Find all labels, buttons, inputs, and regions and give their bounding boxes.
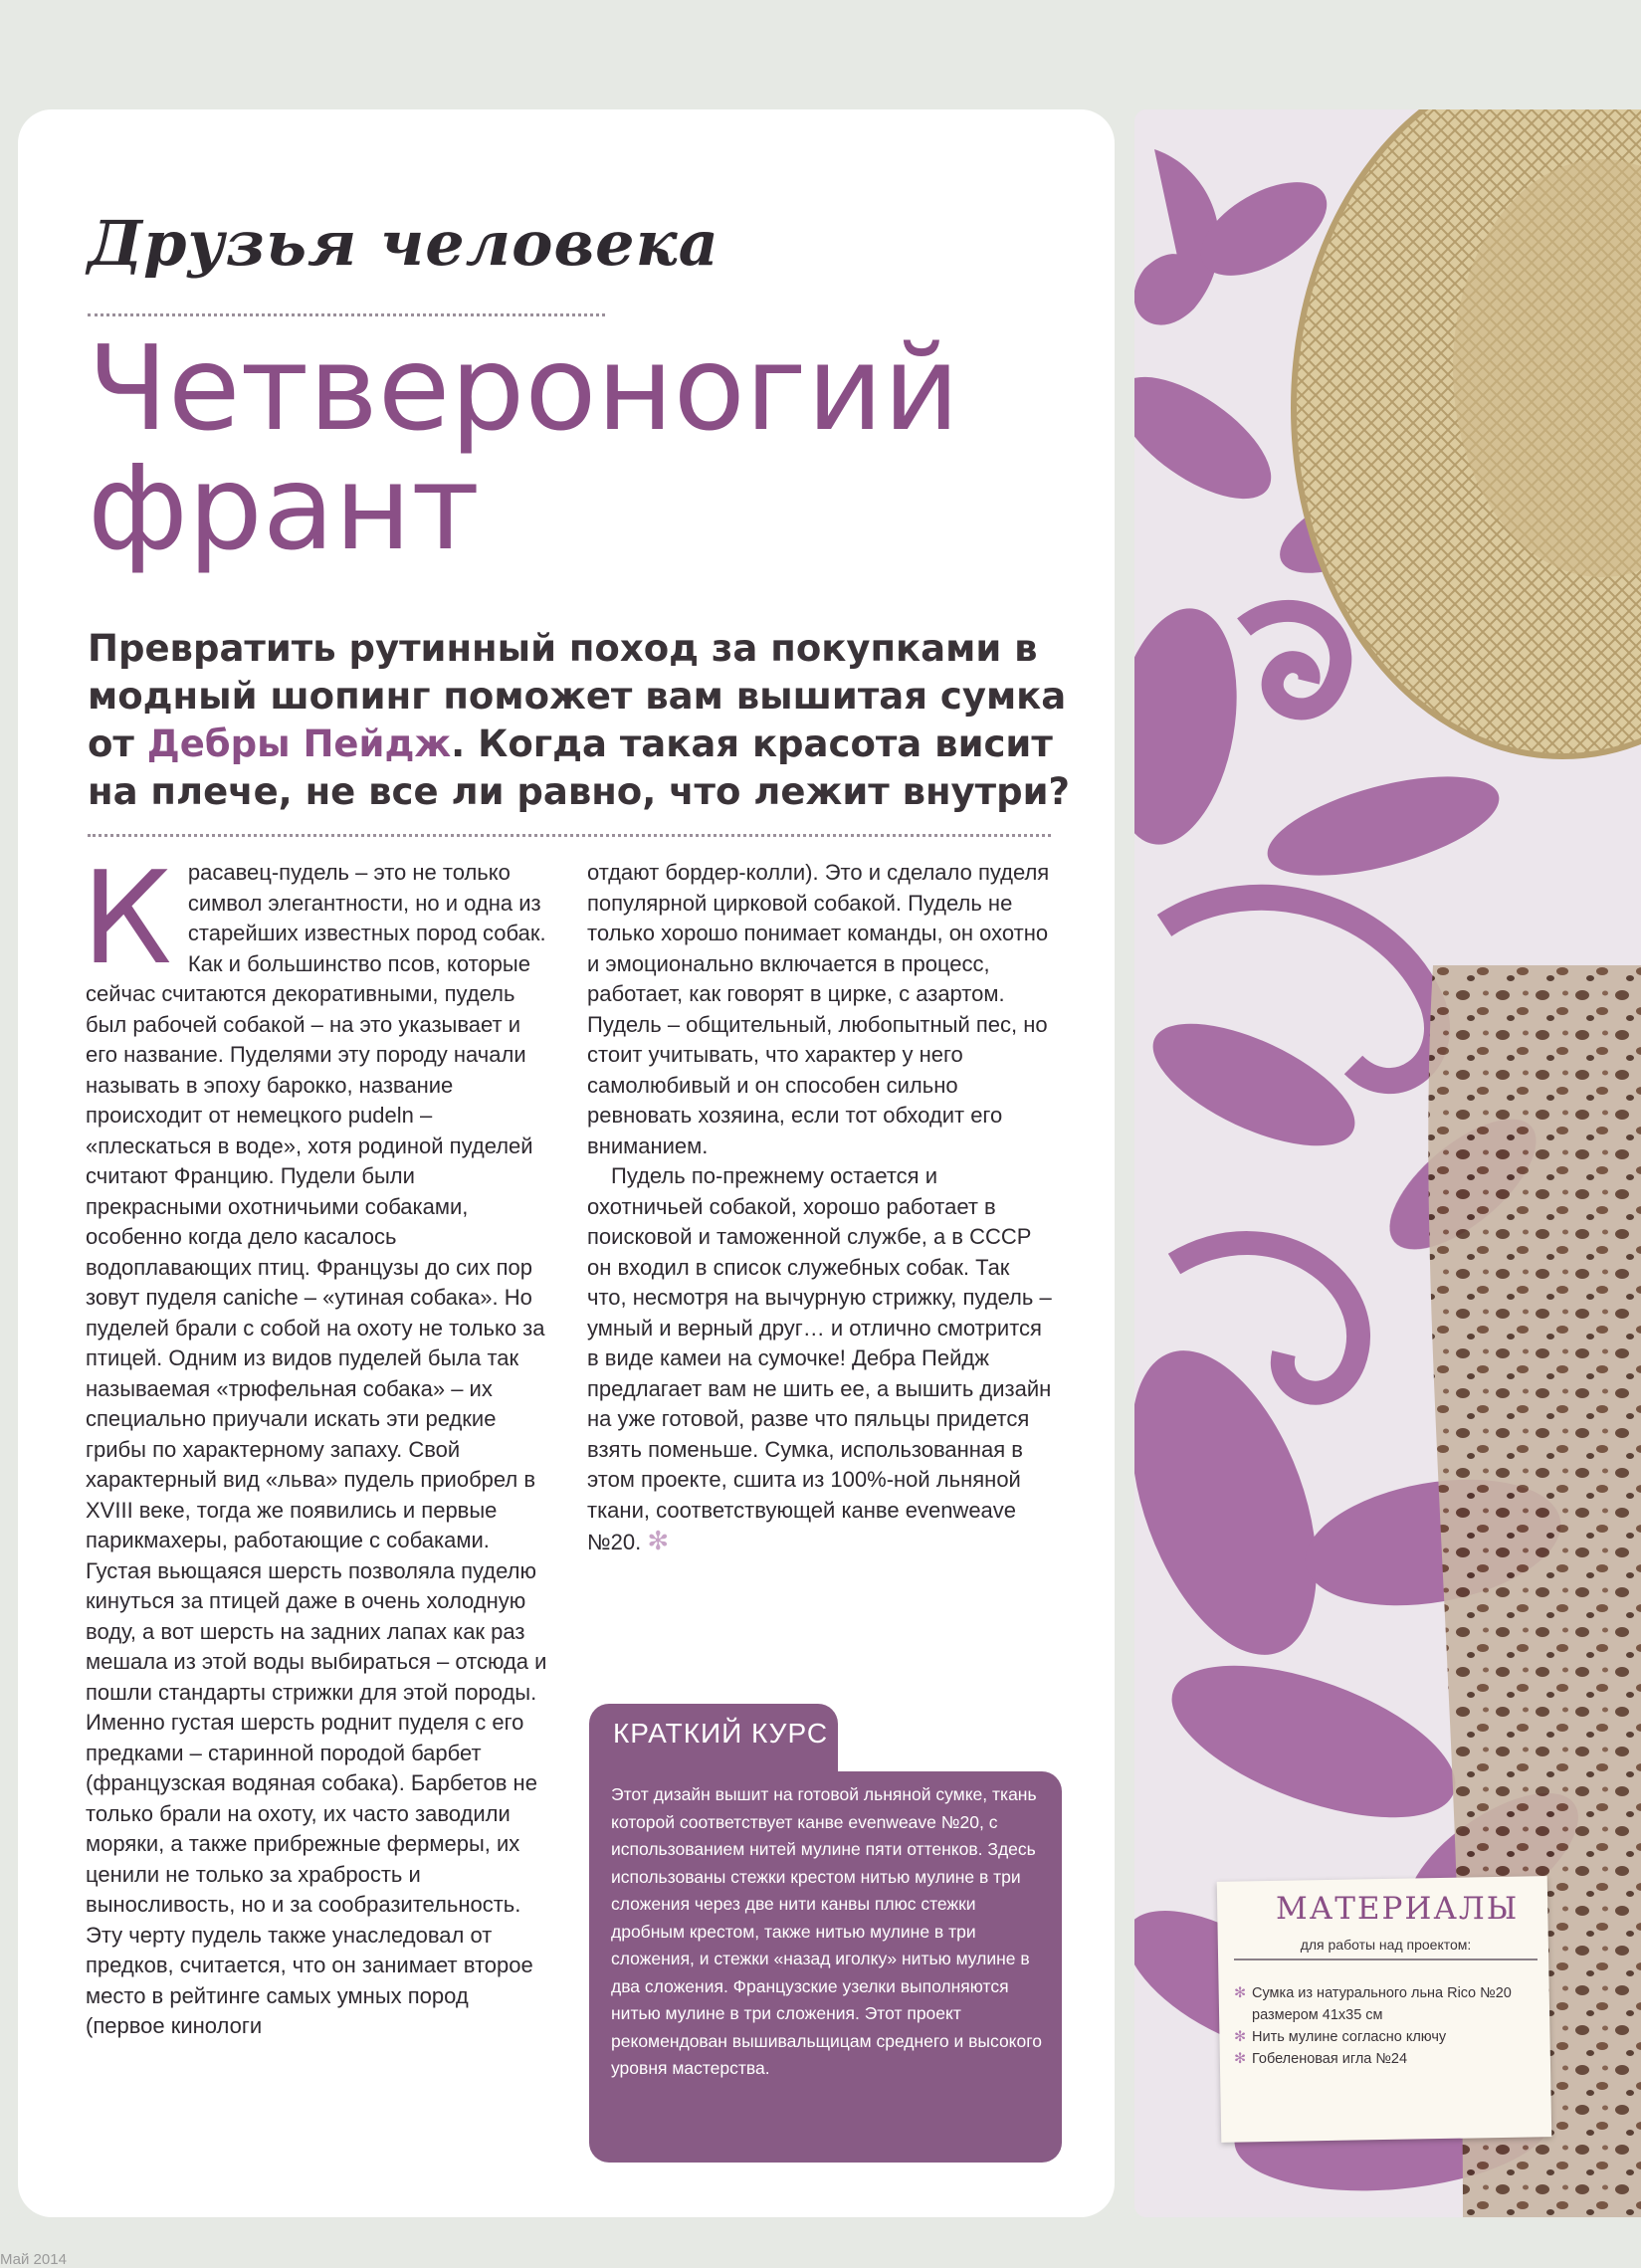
body-column-left <box>82 845 553 2042</box>
lead-divider <box>88 834 1051 837</box>
body-column-right <box>587 858 1055 1558</box>
headline-line-2: франт <box>88 439 480 576</box>
lead-text-start: Превратить рутинный поход за покупками в модный шопинг поможет вам вышитая сумка от <box>88 627 1067 765</box>
section-kicker: Друзья человека <box>88 207 719 280</box>
paragraph-text: Пудель по-прежнему остается и охотничьей собакой, хорошо работает в поисковой и таможенной службе, а в СССР он входил в список служебных собак. Так что, несмотря на вычурную стрижку, пудель – умный и верный друг… и отлично смотрится в виде камеи на сумочке! Дебра Пейдж предлагает вам не шить ее, а вышить дизайн на уже готовой, разве что пяльцы придется взять поменьше. Сумка, использованная в этом проекте, сшита из 100%-ной льняной ткани, соответствующей канве evenweave №20. <box>587 1163 1052 1554</box>
issue-date: Май 2014 <box>0 2251 67 2268</box>
asterisk-bullet-icon: ✻ <box>1234 2029 1247 2045</box>
article-headline <box>88 319 1063 576</box>
materials-title: МАТЕРИАЛЫ <box>1276 1891 1520 1927</box>
course-text: Этот дизайн вышит на готовой льняной сумке, ткань которой соответствует канве evenweave №20, с использованием нитей мулине пяти оттенков. Здесь использованы стежки крестом нитью мулине в три сложения через две нити канвы плюс стежки дробным крестом, также нитью мулине в три сложения, и стежки «назад иголку» нитью мулине в два сложения. Французские узелки выполняются нитью мулине в три сложения. Этот проект рекомендован вышивальщицам среднего и высокого уровня мастерства. <box>611 1784 1042 2078</box>
body-paragraph: отдают бордер-колли). Это и сделало пуделя популярной цирковой собакой. Пудель не только хорошо понимает команды, он охотно и эмоционально включается в процесс, работает, как говорят в цирке, с азартом. Пудель – общительный, любопытный пес, но стоит учитывать, что характер у него самолюбивый и он способен сильно ревновать хозяина, если тот обходит его вниманием. <box>587 860 1050 1158</box>
kicker-divider <box>88 313 605 316</box>
asterisk-bullet-icon: ✻ <box>1234 1985 1247 2001</box>
materials-item-text: Гобеленовая игла №24 <box>1252 2051 1408 2067</box>
materials-list <box>1234 1982 1538 2070</box>
body-paragraph <box>587 1161 1055 1558</box>
end-asterisk-icon: ✻ <box>647 1526 670 1555</box>
materials-item <box>1234 2026 1538 2048</box>
paragraph-text: расавец-пудель – это не только символ элегантности, но и одна из старейших известных пород собак. Как и большинство псов, которые сейчас считаются декоративными, пудель был рабочей собакой – на это указывает и его название. Пуделями эту породу начали называть в эпоху барокко, название происходит от немецкого pudeln – «плескаться в воде», хотя родиной пуделей считают Францию. Пудели были прекрасными охотничьими собаками, особенно когда дело касалось водоплавающих птиц. Французы до сих пор зовут пуделя caniche – «утиная собака». Но пуделей брали с собой на охоту не только за птицей. Одним из видов пуделей была так называемая «трюфельная собака» – их специально приучали искать эти редкие грибы по характерному запаху. Свой характерный вид «льва» пудель приобрел в XVIII веке, тогда же появились и первые парикмахеры, работающие с собаками. Густая вьющаяся шерсть позволяла пуделю кинуться за птицей даже в очень холодную воду, а вот шерсть на задних лапах как раз мешала из этой воды выбираться – отсюда и пошли стандарты стрижки для этой породы. Именно густая шерсть роднит пуделя с его предками – старинной породой барбет (французская водяная собака). Барбетов не только брали на охоту, их часто заводили моряки, а также прибрежные фермеры, их ценили не только за храбрость и выносливость, но и за сообразительность. Эту черту пудель также унаследовал от предков, считается, что он занимает второе место в рейтинге самых умных пород (первое кинологи <box>86 860 547 2038</box>
materials-item-text: Нить мулине согласно ключу <box>1252 2029 1447 2045</box>
headline-line-1: Четвероногий <box>88 319 960 457</box>
materials-item-text: Сумка из натурального льна Rico №20 размером 41x35 см <box>1252 1985 1512 2023</box>
author-name: Дебры Пейдж <box>146 722 452 765</box>
asterisk-bullet-icon: ✻ <box>1234 2051 1247 2067</box>
course-title: КРАТКИЙ КУРС <box>613 1718 829 1749</box>
materials-subtitle: для работы над проектом: <box>1234 1937 1538 1960</box>
drop-cap: К <box>82 845 172 993</box>
materials-item <box>1234 2048 1538 2070</box>
body-paragraph <box>82 845 553 2042</box>
lead-text-end: . Когда такая красота висит на плече, не все ли равно, что лежит внутри? <box>88 722 1070 813</box>
article-lead <box>88 625 1083 816</box>
materials-item <box>1234 1982 1538 2026</box>
